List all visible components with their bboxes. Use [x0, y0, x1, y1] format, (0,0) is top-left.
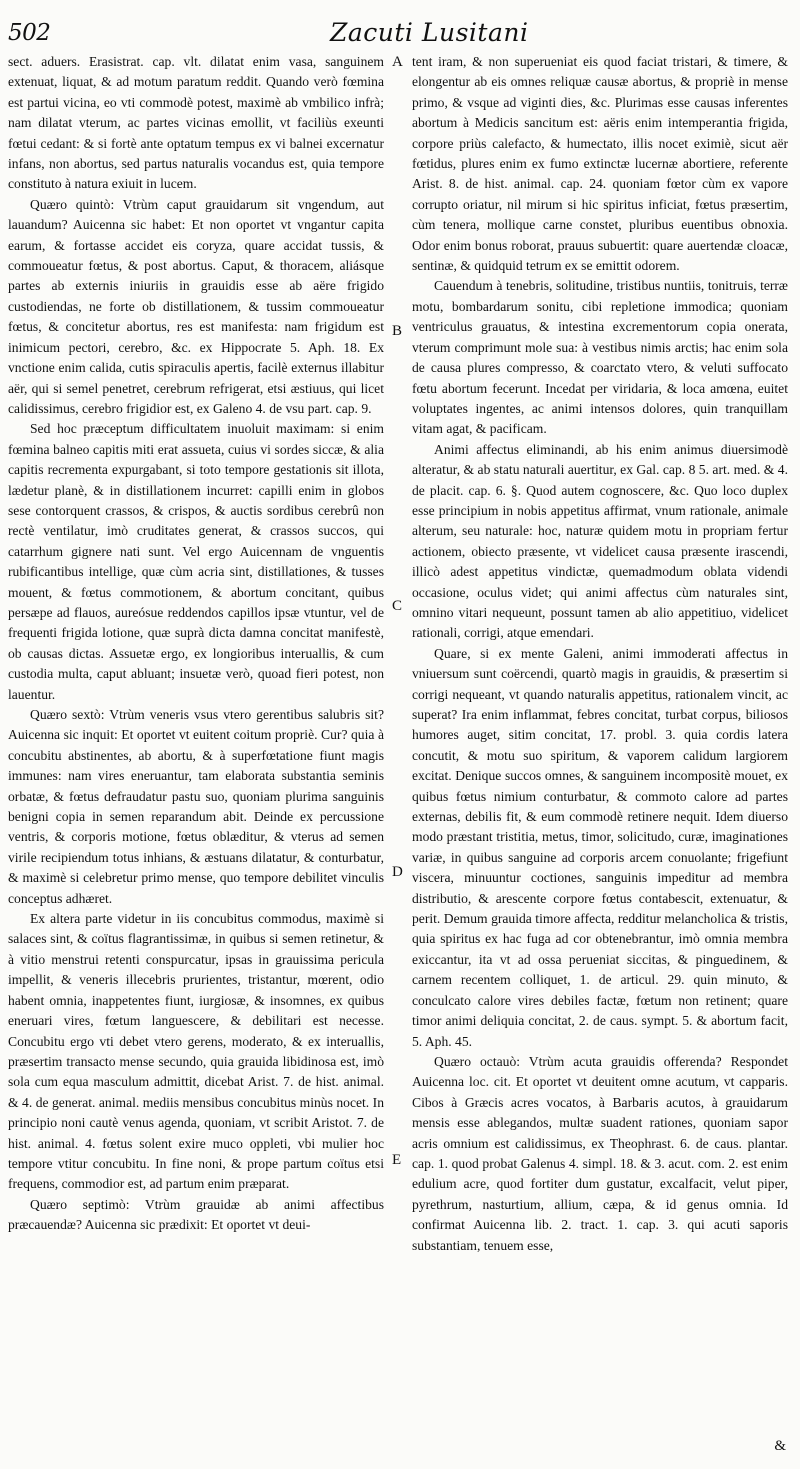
left-column: [8, 52, 384, 1236]
paragraph: Quæro sextò: Vtrùm veneris vsus vtero gerentibus salubris sit? Auicenna sic inquit: Et oportet vt euitent coitum propriè. Cur? quia à concubitu abstinentes, ab abortu, & à superfœtatione fiunt magis immunes: nam vires eneruantur, tam elaborata substantia seminis orbatæ, & fœtus defraudatur pastu suo, quoniam plurima sanguinis benigni copia in semen reparandum abit. Deinde ex percussione ventris, & corporis motione, fœtus oblæditur, & vterus ad semen virile recipiendum totus inhians, & æstuans dilatatur, & conturbatur, & maximè si celebretur primo mense, quo tempore debilitet vinculis conceptus adhæret.: [8, 707, 384, 906]
paragraph: Ex altera parte videtur in iis concubitus commodus, maximè si salaces sint, & coïtus flagrantissimæ, in quibus si semen retinetur, & à vitio menstrui retenti conspurcatur, ipsas in grauissima pericula impellit, & veneris illecebris prurientes, tristantur, mœrent, odio habent omnia, inappetentes fiunt, iurgiosæ, & insomnes, ex quibus eneruari vires, fœtum languescere, & debilitari est necesse. Concubitu ergo vti debet vtero gerens, moderato, & ex interuallis, præsertim transacto mense secundo, quia grauida libidinosa est, imò sola cum equa masculum admittit, dicebat Arist. 7. de hist. animal. & 4. de generat. animal. mediis mensibus concubitus minùs nocet. In principio noni cautè venus agenda, quoniam, vt scribit Aristot. 7. de hist. animal. 4. fœtus solent exire muco oppleti, vbi mulier hoc tempore vtitur concubitu. In fine noni, & prope partum coïtus etsi frequens, commodior est, ad partum enim præparat.: [8, 911, 384, 1192]
margin-letter: B: [392, 323, 403, 339]
page-number: 502: [8, 20, 51, 46]
running-head: Zacuti Lusitani: [330, 18, 529, 47]
margin-letter: D: [392, 864, 403, 880]
paragraph: Quare, si ex mente Galeni, animi immoderati affectus in vniuersum sunt coërcendi, quartò magis in grauidis, & præsertim si corrigi nequeant, vt quando naturalis appetitus, rationalem vincit, ac superat? Ira enim inflammat, febres concitat, turbat corpus, biliosos humores auget, sitim concitat, 17. probl. 3. quia cordis latera concutit, & motu suo spiritum, & vaporem calidum largiorem excitat. Denique succos omnes, & sanguinem incompositè mouet, ex quibus fœtus nimium conturbatur, & commoto calore ad partes externas, debilis fit, & eum commodè retinere nequit. Idem diuerso modo præstant tristitia, metus, timor, solicitudo, curæ, imaginationes variæ, in quibus sanguine ad corporis arcem conuolante; frigefiunt viscera, minuuntur coctiones, sanguinis impeditur ad membra distributio, & arescente corpore fœtus contabescit, extenuatur, & perit. Demum grauida timore affecta, redditur melancholica & tristis, quia spiritus ex hac fuga ad cor obtenebrantur, imò omnia membra exiccantur, ita vt ad ossa perueniat siccitas, & pinguedinem, & carnem recentem colliquet, 1. de articul. 29. quin minuto, & conculcato calore vires debiles factæ, fœtum non retinent; quare timor animi deliquia concitat, 2. de caus. sympt. 5. & abortum facit, 5. Aph. 45.: [412, 645, 788, 1049]
catchword: &: [774, 1438, 786, 1454]
paragraph: Quæro octauò: Vtrùm acuta grauidis offerenda? Respondet Auicenna loc. cit. Et oportet vt deuitent omne acutum, vt capparis. Cibos à Græcis acres vocatos, à Barbaris acutos, à grauidarum mensis esse ablegandos, multæ suadent rationes, quoniam sapor acris omnium est calidissimus, ex Theophrast. 6. de caus. plantar. cap. 1. quod probat Galenus 4. simpl. 18. & 3. acut. com. 2. est enim edulium acre, quod fortiter dum gustatur, excalfacit, velut piper, pyrethrum, nasturtium, allium, cæpa, & id genus omnia. Id confirmat Auicenna lib. 2. tract. 1. cap. 3. qui acuti saporis substantiam, tenuem esse,: [412, 1053, 788, 1253]
paragraph: Animi affectus eliminandi, ab his enim animus diuersimodè alteratur, & ab statu naturali auertitur, ex Gal. cap. 8 5. art. med. & 4. de placit. cap. 6. §. Quod autem cognoscere, &c. Quo loco duplex esse principium in nobis appetitus affirmat, vnum rationale, animale alterum, seu naturale: hoc, naturæ quidem motu in propriam fertur actionem, obiecto præsente, vt videlicet causa præsente irascendi, illicò adest appetitus vindictæ, quemadmodum oblata videndi occasione, oculus videt; qui animi affectus cùm naturales sint, omnino vitari nequeunt, possunt tamen ab alio appetitiuo, videlicet rationali, corrigi, atque emendari.: [412, 441, 788, 641]
margin-letter: A: [392, 54, 403, 70]
paragraph: Sed hoc præceptum difficultatem inuoluit maximam: si enim fœmina balneo capitis miti erat assueta, cuius vi sordes siccæ, & alia capitis recrementa expurgabant, si toto tempore gestationis sit illota, lædetur planè, & in distillationem incurret: capilli enim in globos sese contorquent crassos, & crispos, & auctis sordibus cerebrû non rectè ventilatur, imò cruditates generat, & crassos succos, qui catarrhum gignere nati sunt. Vel ergo Auicennam de vnguentis rubificantibus intellige, quæ cùm acria sint, distillationes, & tusses mouent, & fœtus commotionem, & abortum concitant, quibus persæpe ad flauos, aureósue reddendos capillos ipsæ vtuntur, vel de frequenti frigida lotione, quæ suprà dicta damna concitat manifestè, ob causas dictas. Assuetæ ergo, ex longioribus interuallis, & cum custodia multa, caput abluant; insuetæ verò, quoad fieri potest, non lauentur.: [8, 421, 384, 702]
paragraph: Quæro quintò: Vtrùm caput grauidarum sit vngendum, aut lauandum? Auicenna sic habet: Et non oportet vt vngantur capita earum, & fortasse accidet eis coryza, quare accidat tussis, & commoueatur fœtus, & post abortus. Caput, & thoracem, aliásque partes ab externis iniuriis in grauidis esse ab aëre frigido custodiendas, ne forte ob distillationem, & tussim commoueatur fœtus, & concitetur abortus, res est manifesta: nam frigidum est inimicum pectori, cerebro, &c. ex Hippocrate 5. Aph. 18. Ex vnctione enim calida, cutis spiraculis apertis, facilè externus illabitur aër, qui si semel penetret, cerebrum refrigerat, etsi æstiuus, qui licet calidissimus, cerebro frigidior est, ex Galeno 4. de vsu part. cap. 9.: [8, 196, 384, 416]
margin-letter: E: [392, 1152, 402, 1168]
paragraph: Cauendum à tenebris, solitudine, tristibus nuntiis, tonitruis, terræ motu, bombardarum sonitu, cibi repletione immodica; quoniam ventriculus grauatus, & intestina excrementorum copia onerata, vterum comprimunt mole sua: à vestibus nimis arctis; hac enim sola de causa plures compresso, & coarctato vtero, & veluti suffocato fœtu abortum fecerunt. Incedat per viridaria, & loca amœna, euitet voluptates ingentes, ac animi intensos dolores, quin tranquillam vitam agat, & pacificam.: [412, 278, 788, 437]
paragraph: sect. aduers. Erasistrat. cap. vlt. dilatat enim vasa, sanguinem extenuat, liquat, & ad motum paratum reddit. Quando verò fœmina est partui vicina, eo vti commodè potest, maximè ab vmbilico infrà; nam dilatat vterum, ac partes vicinas emollit, vt faciliùs exeunti fœtui cedant: & si fortè ante optatum tempus ex vi balnei excernatur infans, non abortus, sed partus naturalis vocandus est, quia tempore constituto à natura exiuit in lucem.: [8, 54, 384, 192]
paragraph: Quæro septimò: Vtrùm grauidæ ab animi affectibus præcauendæ? Auicenna sic prædixit: Et oportet vt deui-: [8, 1196, 384, 1233]
margin-letter: C: [392, 598, 403, 614]
right-column: [412, 52, 788, 1256]
paragraph: tent iram, & non superueniat eis quod faciat tristari, & timere, & elongentur ab eis omnes reliquæ causæ abortus, & propriè in mense primo, & vsque ad viginti dies, &c. Plurimas esse causas inferentes abortum à Medicis sancitum est: aëris enim intemperantia frigida, corpore priùs calefacto, & humectato, illis nocet eximiè, sicut aër fœtidus, plures enim ex fumo extinctæ lucernæ abortiere, referente Arist. 8. de hist. animal. cap. 24. quoniam fœtor cùm ex vapore corrupto oriatur, nil mirum si hic spiritus inficiat, fœtus præsertim, cùm tenera, mollique carne constet, pluribus euentibus obnoxia. Odor enim bonus roborat, prauus subuertit: quare auertendæ cloacæ, sentinæ, & quidquid tetrum ex se emittit odorem.: [412, 54, 788, 274]
